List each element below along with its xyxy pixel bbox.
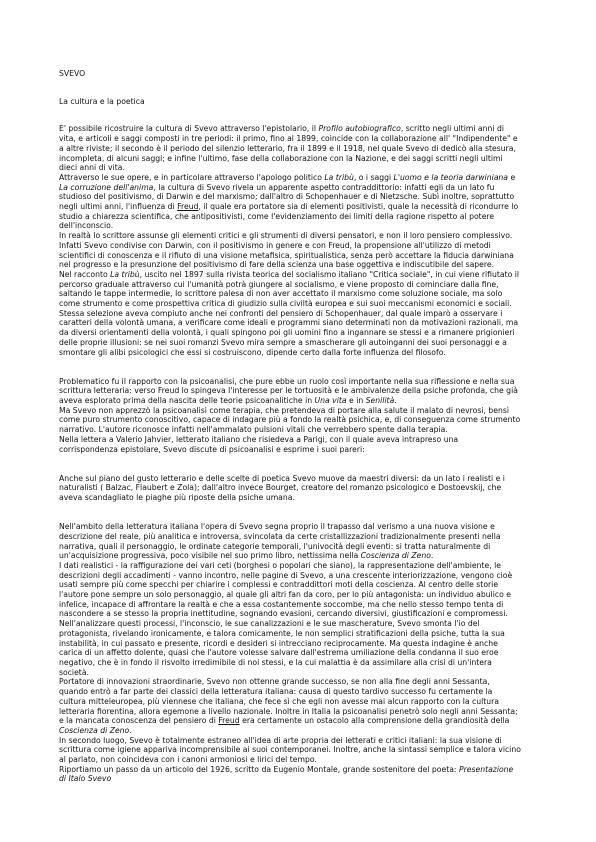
- text-line: [59, 280, 546, 290]
- text-line: [59, 648, 546, 658]
- text-run: nascondere a se stesso la propria inettitudine, sognando evasioni, cercando diversivi, giustificazioni e compromessi.: [59, 609, 508, 619]
- text-run: l'autore pone sempre un solo personaggio, al quale gli altri fan da coro, per lo più antagonista: un individuo abulico e: [59, 590, 512, 600]
- paragraph-psicoanalisi: [59, 377, 546, 455]
- spacer: [59, 106, 546, 124]
- text-run: cultura mitteleuropea, più viennese che italiana, che fece sì che egli non avesse mai alcun rapporto con la cultura: [59, 696, 500, 706]
- text-run: instabilità, in cui passato e presente, ricordi e desideri si intrecciano reciprocamente. Ma questa indagine è anche: [59, 638, 498, 648]
- text-line: [59, 415, 546, 425]
- freud-link[interactable]: Freud: [218, 716, 240, 726]
- text-run: naturalisti ( Balzac, Flaubert e Zola); dall'altro invece Bourget, creatore del romanzo psicologico e Dostoevskij, che: [59, 483, 502, 493]
- text-run: narrativa, quali il personaggio, le ordinate categorie temporali, l'univocità degli eventi: si tratta naturalmente di: [59, 541, 491, 551]
- text-run: come strumento e come prospettiva critica di giudizio sulla civiltà europea e sui suoi meccanismi economici e sociali.: [59, 299, 512, 309]
- text-run: .: [430, 551, 434, 561]
- italic-title: Coscienza di Zeno: [360, 551, 431, 561]
- text-run: e la mancata conoscenza del pensiero di: [59, 716, 219, 726]
- text-run: , o i saggi: [353, 172, 394, 182]
- text-line: [59, 483, 546, 493]
- text-line: [59, 260, 546, 270]
- text-line: [59, 493, 546, 503]
- spacer: [59, 79, 546, 97]
- text-run: a altre riviste; il secondo è il periodo del silenzio letterario, fra il 1899 e il 1918, nel quale Svevo di dedicò alla stesura,: [59, 143, 516, 153]
- text-line: [59, 251, 546, 261]
- text-line: [59, 212, 546, 222]
- text-run: Portatore di innovazioni straordinarie, Svevo non ottenne grande successo, se non alla fine degli anni Sessanta,: [59, 677, 490, 687]
- text-run: nel progresso e la presunzione del positivismo di fare della scienza una base oggettiva e indiscutibile del sapere.: [59, 260, 495, 270]
- text-line: [59, 154, 546, 164]
- text-run: scientifici di conoscenza e il rifiuto di una visione metafisica, spiritualistica, senza però accettare la fiducia darwiniana: [59, 250, 514, 260]
- text-line: [59, 619, 546, 629]
- italic-title: L'uomo e la teoria darwiniana: [393, 172, 508, 182]
- text-run: aveva scandagliato le piaghe più riposte della psiche umana.: [59, 493, 295, 503]
- text-run: In realtà lo scrittore assunse gli elementi critici e gli strumenti di diversi pensatori, e non il loro pensiero complessivo.: [59, 231, 513, 241]
- text-line: [59, 338, 546, 348]
- text-line: [59, 561, 546, 571]
- text-run: caratteri della volontà umana, a verificare come ideali e programmi siano determinati non da motivazioni razionali, ma: [59, 318, 519, 328]
- text-run: , uscito nel 1897 sulla rivista teorica del socialismo italiano "Critica sociale", in cui viene rifiutato il: [139, 269, 520, 279]
- text-line: [59, 542, 546, 552]
- text-run: Anche sul piano del gusto letterario e delle scelte di poetica Svevo muove da maestri diversi: da un lato i realisti e i: [59, 473, 505, 483]
- text-run: narrativo. L'autore riconosce infatti nell'ammalato pulsioni vitali che verrebbero spente dalla terapia.: [59, 425, 448, 435]
- text-run: era certamente un ostacolo alla comprensione della grandiosità della: [239, 716, 510, 726]
- text-line: [59, 309, 546, 319]
- text-line: [59, 318, 546, 328]
- text-line: [59, 716, 546, 726]
- italic-title: La corruzione dell'anima: [59, 182, 154, 192]
- text-run: descrizione del reale, più analitica e introversa, svincolata da certe cristallizzazioni tradizionalmente presenti nella: [59, 531, 501, 541]
- text-run: Infatti Svevo condivise con Darwin, con il positivismo in genere e con Freud, la propensione all'utilizzo di metodi: [59, 240, 491, 250]
- text-run: corrispondenza epistolare, Svevo discute di psicoanalisi e esprime i suoi pareri:: [59, 444, 365, 454]
- text-line: [59, 697, 546, 707]
- text-run: .: [394, 396, 397, 406]
- text-run: vita, e articoli e saggi composti in tre periodi: il primo, fino al 1899, coincide con la collaborazione all' "Indipendente" e: [59, 134, 518, 144]
- text-run: e in: [346, 396, 366, 406]
- text-run: , il quale era portatore sia di elementi positivisti, quale la necessità di ricondurre lo: [198, 202, 519, 212]
- text-run: percorso graduale attraverso cui l'umanità potrà giungere al socialismo, e viene proposto di cominciare dalla fine,: [59, 279, 499, 289]
- text-line: [59, 445, 546, 455]
- text-line: [59, 532, 546, 542]
- text-line: [59, 639, 546, 649]
- text-run: I dati realistici - la raffigurazione dei vari ceti (borghesi o popolari che siano), la rappresentazione dell'ambiente, le: [59, 560, 502, 570]
- italic-title: Senilità: [365, 396, 395, 406]
- text-run: Riportiamo un passo da un articolo del 1926, scritto da Eugenio Montale, grande sostenitore del poeta:: [59, 764, 459, 774]
- text-run: dell'inconscio.: [59, 221, 114, 231]
- text-line: [59, 707, 546, 717]
- text-run: Ma Svevo non apprezzò la psicoanalisi come terapia, che pretendeva di portare alla salute il malato di nevrosi, bensì: [59, 405, 509, 415]
- text-line: [59, 386, 546, 396]
- text-run: da diversi orientamenti della volontà, i quali spingono poi gli uomini fino a ingannare se stessi e a rimanere prigionieri: [59, 328, 515, 338]
- text-run: Nell'ambito della letteratura italiana l'opera di Svevo segna proprio il trapasso dal verismo a una nuova visione e: [59, 522, 495, 532]
- italic-title: Profilo autobiografico: [318, 124, 401, 134]
- text-run: In secondo luogo, Svevo è totalmente estraneo all'idea di arte propria dei letterati e critici italiani: la sua visione di: [59, 735, 502, 745]
- text-run: E' possibile ricostruire la cultura di Svevo attraverso l'epistolario, il: [59, 124, 319, 134]
- text-run: studioso del positivismo, di Darwin e del marxismo; dall'altro di Schopenhauer e di Nietzsche. Subì inoltre, soprattutto: [59, 192, 515, 202]
- text-run: quando entrò a far parte dei classici della letteratura italiana: causa di questo tardivo successo fu certamente la: [59, 687, 493, 697]
- text-line: [59, 124, 546, 134]
- text-run: scrittura come igiene appariva incomprensibile ai suoi contemporanei. Inoltre, anche la sintassi semplice e talora vicino: [59, 745, 521, 755]
- text-run: usati sempre più come specchi per chiarire i complessi e contraddittori moti della coscienza. Al centro delle storie: [59, 580, 499, 590]
- spacer: [59, 367, 546, 377]
- text-line: [59, 163, 546, 173]
- text-line: [59, 774, 546, 784]
- text-run: carica di un affetto dolente, quasi che l'autore volesse salvare dall'estrema umiliazione della condanna il suo eroe: [59, 648, 499, 658]
- text-line: [59, 348, 546, 358]
- text-run: protagonista, rivelando ironicamente, e talora comicamente, le non semplici stratificazioni della psiche, tutta la sua: [59, 628, 505, 638]
- text-line: [59, 270, 546, 280]
- text-line: [59, 183, 546, 193]
- paragraph-cultura: [59, 124, 546, 357]
- text-run: negativo, che è in fondo il risvolto irredimibile di noi stessi, e la cui malattia è da assimilare alla crisi di un'intera: [59, 657, 492, 667]
- text-line: [59, 745, 546, 755]
- text-line: [59, 425, 546, 435]
- text-line: [59, 590, 546, 600]
- text-line: [59, 396, 546, 406]
- text-line: [59, 726, 546, 736]
- text-line: [59, 658, 546, 668]
- text-run: società.: [59, 667, 89, 677]
- text-run: , scritto negli ultimi anni di: [400, 124, 504, 134]
- text-line: [59, 299, 546, 309]
- text-line: [59, 435, 546, 445]
- text-line: [59, 328, 546, 338]
- italic-title: Coscienza di Zeno: [59, 725, 130, 735]
- text-run: come puro strumento conoscitivo, capace di indagare più a fondo la realtà psichica, e, di conseguenza come strumento: [59, 415, 521, 425]
- text-run: un'acquisizione progressiva, poco visibile nel suo primo libro, nettissima nella: [59, 551, 361, 561]
- text-run: Problematico fu il rapporto con la psicoanalisi, che pure ebbe un ruolo così importante nella sua riflessione e nella sua: [59, 376, 515, 386]
- text-line: [59, 221, 546, 231]
- italic-title: La tribù: [110, 269, 140, 279]
- text-line: [59, 629, 546, 639]
- text-run: Nel racconto: [59, 269, 111, 279]
- text-run: aveva esplorato prima della nascita delle teorie psicoanalitiche in: [59, 396, 315, 406]
- text-line: [59, 406, 546, 416]
- text-run: negli ultimi anni, l'influenza di: [59, 202, 178, 212]
- text-line: [59, 202, 546, 212]
- text-run: Stessa selezione aveva compiuto anche nei confronti del pensiero di Schopenhauer, dal quale imparò a osservare i: [59, 308, 503, 318]
- text-run: saltando le tappe intermedie, lo scrittore palesa di non aver accettato il marxismo come soluzione sociale, ma solo: [59, 289, 503, 299]
- spacer: [59, 454, 546, 464]
- text-run: al parlato, non coincideva con i canoni armoniosi e lirici del tempo.: [59, 755, 317, 765]
- text-line: [59, 474, 546, 484]
- text-line: [59, 668, 546, 678]
- freud-link[interactable]: Freud: [177, 202, 199, 212]
- text-line: [59, 687, 546, 697]
- italic-title: La tribù: [324, 172, 354, 182]
- text-run: studio a chiarezza scientifica, che antipositivisti, come l'evidenziamento dei limiti della ragione rispetto al potere: [59, 211, 495, 221]
- italic-title: Presentazione: [458, 764, 514, 774]
- text-line: [59, 580, 546, 590]
- text-run: Nella lettera a Valerio Jahvier, letterato italiano che risiedeva a Parigi, con il quale aveva intrapreso una: [59, 434, 459, 444]
- text-line: [59, 144, 546, 154]
- text-run: smontare gli alibi psicologici che essi si costruiscono, dipende certo dalla forte influenza del filosofo.: [59, 347, 446, 357]
- text-line: [59, 609, 546, 619]
- text-run: , la cultura di Svevo rivela un apparente aspetto contraddittorio: infatti egli da un lato fu: [153, 182, 495, 192]
- paragraph-poetica: [59, 474, 546, 503]
- text-line: [59, 600, 546, 610]
- section-subtitle: La cultura e la poetica: [59, 96, 145, 106]
- text-line: [59, 289, 546, 299]
- text-line: [59, 522, 546, 532]
- text-run: dieci anni di vita.: [59, 163, 125, 173]
- text-line: [59, 755, 546, 765]
- text-line: [59, 377, 546, 387]
- spacer: [59, 464, 546, 474]
- text-run: .: [129, 725, 132, 735]
- text-run: delle proprie illusioni: se nei suoi romanzi Svevo mira sempre a smascherare gli autoinganni dei suoi personaggi e a: [59, 337, 507, 347]
- text-run: infelice, incapace di affrontare la realtà e che a essa costantemente soccombe, ma che nello stesso tempo tenta di: [59, 599, 504, 609]
- text-run: descrizioni degli accadimenti - vanno incontro, nelle pagine di Svevo, a una crescente interiorizzazione, vengono cioè: [59, 570, 513, 580]
- text-run: Nell'analizzare questi processi, l'inconscio, le sue canalizzazioni e le sue mascherature, Svevo smonta l'io del: [59, 619, 480, 629]
- spacer: [59, 503, 546, 513]
- text-line: [59, 765, 546, 775]
- text-line: [59, 241, 546, 251]
- text-line: [59, 571, 546, 581]
- text-line: [59, 231, 546, 241]
- text-line: [59, 134, 546, 144]
- spacer: [59, 357, 546, 367]
- text-run: incompleta, di alcuni saggi; e infine l'ultimo, fase della collaborazione con la Nazione, e dei saggi scritti negli ultimi: [59, 153, 503, 163]
- text-run: e: [508, 172, 516, 182]
- text-run: letteraria fiorentina, allora egemone a livello nazionale. Inoltre in Italia la psicoanalisi penetrò solo negli anni Sessanta;: [59, 706, 518, 716]
- text-line: [59, 736, 546, 746]
- paragraph-letteratura-italiana: [59, 522, 546, 784]
- spacer: [59, 512, 546, 522]
- text-line: [59, 173, 546, 183]
- text-line: [59, 551, 546, 561]
- document-title: SVEVO: [59, 69, 86, 78]
- italic-title: di Italo Svevo: [59, 774, 112, 784]
- text-run: Attraverso le sue opere, e in particolare attraverso l'apologo politico: [59, 172, 325, 182]
- italic-title: Una vita: [314, 396, 347, 406]
- text-run: scrittura letteraria: verso Freud lo spingeva l'interesse per le tortuosità e le ambivalenze della psiche profonda, che già: [59, 386, 518, 396]
- text-line: [59, 192, 546, 202]
- text-line: [59, 677, 546, 687]
